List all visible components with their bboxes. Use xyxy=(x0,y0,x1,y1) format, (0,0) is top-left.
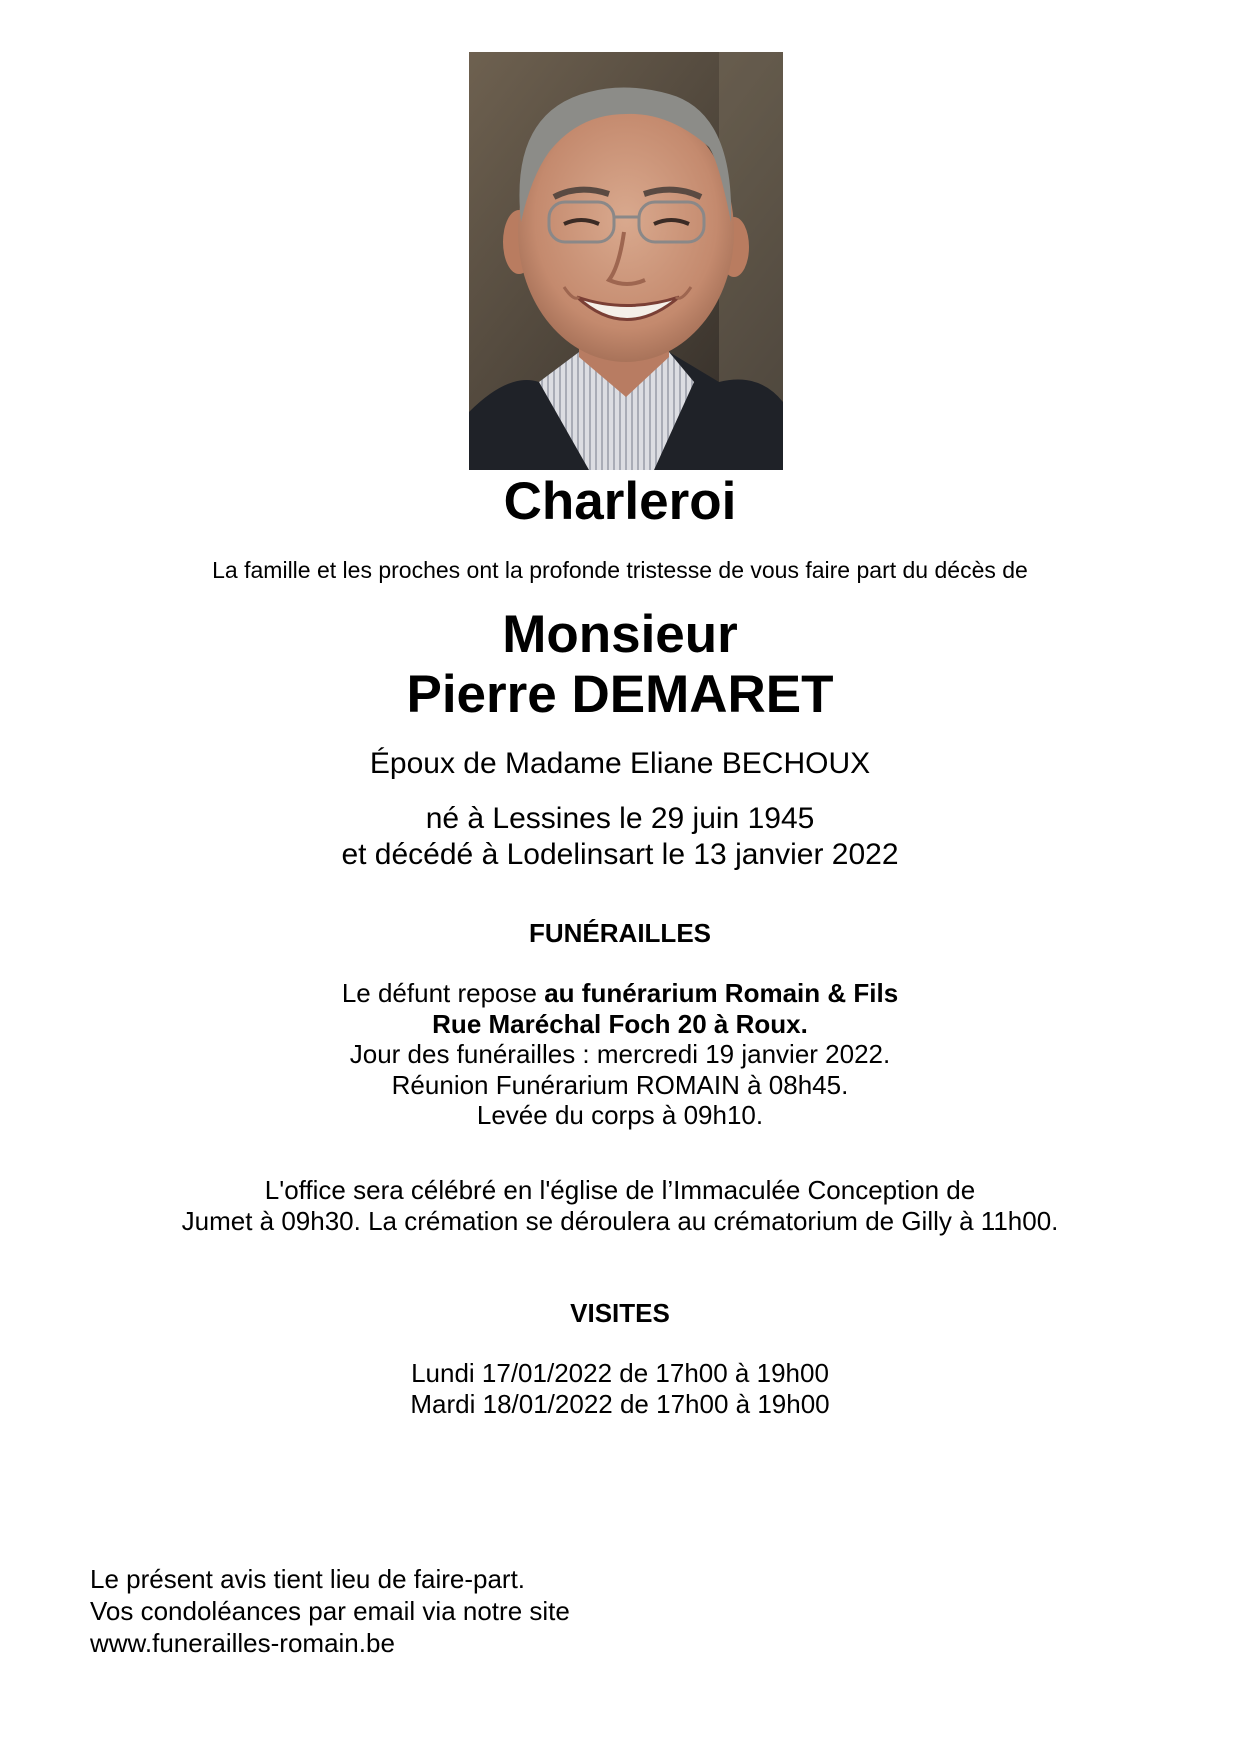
death-line: et décédé à Lodelinsart le 13 janvier 2022 xyxy=(341,838,899,871)
funerailles-heading: FUNÉRAILLES xyxy=(529,918,711,948)
footer-line-1: Le présent avis tient lieu de faire-part. xyxy=(90,1564,526,1594)
website-link[interactable]: www.funerailles-romain.be xyxy=(90,1628,395,1658)
visit-item: Mardi 18/01/2022 de 17h00 à 19h00 xyxy=(410,1388,830,1419)
portrait-photo xyxy=(469,52,783,470)
repose-prefix: Le défunt repose xyxy=(341,978,545,1008)
birth-line: né à Lessines le 29 juin 1945 xyxy=(425,802,815,835)
funeral-day: Jour des funérailles : mercredi 19 janvier 2022. xyxy=(349,1039,891,1069)
deceased-name: Pierre DEMARET xyxy=(406,665,834,724)
meeting-time: Réunion Funérarium ROMAIN à 08h45. xyxy=(391,1069,849,1100)
spouse-line: Époux de Madame Eliane BECHOUX xyxy=(369,747,871,780)
repose-place: au funérarium Romain & Fils xyxy=(544,978,899,1008)
funerarium-address: Rue Maréchal Foch 20 à Roux. xyxy=(432,1008,808,1039)
visites-list xyxy=(0,1358,1240,1419)
repose-line xyxy=(0,978,1240,1009)
intro-text: La famille et les proches ont la profonde tristesse de vous faire part du décès de xyxy=(212,557,1028,583)
office-details xyxy=(0,1175,1240,1237)
city-title: Charleroi xyxy=(503,472,737,531)
levee-time: Levée du corps à 09h10. xyxy=(476,1100,764,1130)
honorific: Monsieur xyxy=(502,605,738,664)
footer-line-2: Vos condoléances par email via notre site xyxy=(90,1596,570,1626)
footer-notice xyxy=(90,1563,570,1659)
funerailles-details xyxy=(0,978,1240,1131)
visites-heading: VISITES xyxy=(570,1298,670,1328)
visit-item: Lundi 17/01/2022 de 17h00 à 19h00 xyxy=(411,1358,829,1388)
office-line-2: Jumet à 09h30. La crémation se déroulera au crématorium de Gilly à 11h00. xyxy=(181,1206,1059,1236)
office-line-1: L'office sera célébré en l'église de l’Immaculée Conception de xyxy=(264,1175,976,1205)
